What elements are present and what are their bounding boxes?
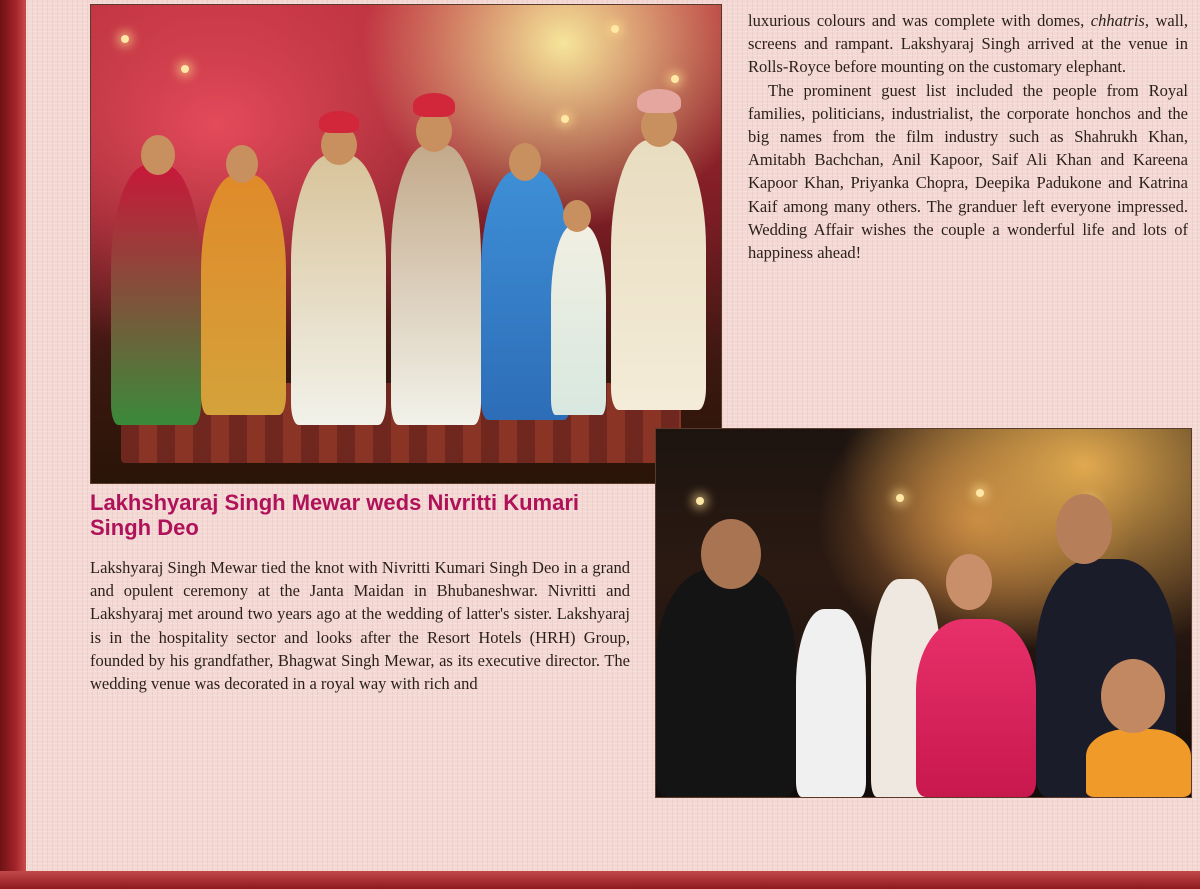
article-body-left-column: Lakshyaraj Singh Mewar tied the knot with Nivritti Kumari Singh Deo in a grand and opulent ceremony at the Janta Maidan in Bhubaneshwar. Nivritti and Lakshyaraj met around two years ago at the wedding of latter's sister. Lakshyaraj is in the hospitality sector and looks after the Resort Hotels (HRH) Group, founded by his grandfather, Bhagwat Singh Mewar, as its executive director. The wedding venue was decorated in a royal way with rich and (90, 558, 630, 694)
page-bottom-edge (0, 871, 1200, 889)
article-headline: Lakhshyaraj Singh Mewar weds Nivritti Kumari Singh Deo (90, 490, 580, 540)
wedding-group-photo (90, 4, 722, 484)
reception-guests-photo (655, 428, 1192, 798)
article-paragraph-continuation (748, 9, 1188, 79)
paragraph-text: , wall, screens and rampant. Lakshyaraj Singh arrived at the venue in Rolls-Royce before mounting on the customary elephant. (748, 11, 1188, 77)
article-body-right-column (748, 9, 1188, 264)
paragraph-text: luxurious colours and was complete with domes, (748, 11, 1091, 30)
page-binding-edge (0, 0, 26, 889)
article-paragraph-guests: The prominent guest list included the people from Royal families, politicians, industrialist, the corporate honchos and the big names from the film industry such as Shahrukh Khan, Amitabh Bachchan, Anil Kapoor, Saif Ali Khan and Kareena Kapoor Khan, Priyanka Chopra, Deepika Padukone and Katrina Kaif among many others. The granduer left everyone impressed. Wedding Affair wishes the couple a wonderful life and lots of happiness ahead! (748, 80, 1188, 263)
italic-term: chhatris (1090, 11, 1145, 30)
